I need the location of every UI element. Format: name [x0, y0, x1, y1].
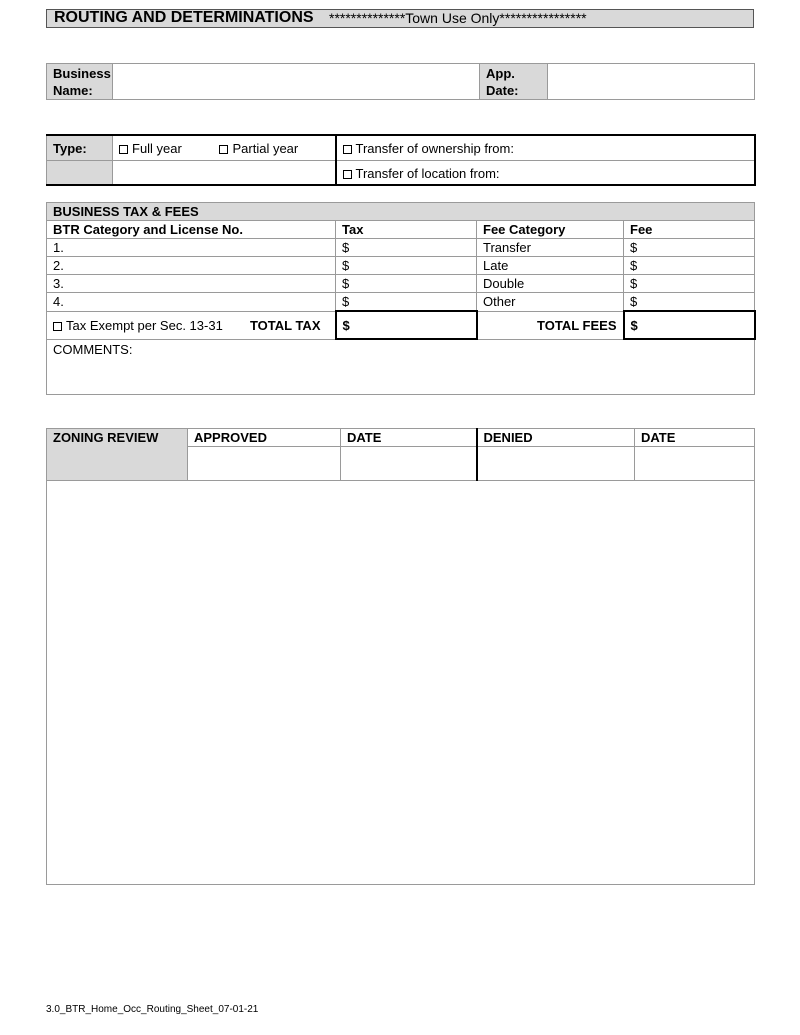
total-fees-label: TOTAL FEES [477, 311, 624, 339]
col-btr-category: BTR Category and License No. [47, 221, 336, 239]
full-year-checkbox[interactable] [119, 145, 128, 154]
col-fee-category: Fee Category [477, 221, 624, 239]
approved-date-field[interactable] [341, 447, 477, 481]
town-use-only-banner: **************Town Use Only**************** [329, 10, 587, 26]
business-tax-fees-table [46, 202, 756, 395]
document-id-footer: 3.0_BTR_Home_Occ_Routing_Sheet_07-01-21 [46, 1004, 259, 1015]
zoning-review-label: ZONING REVIEW [47, 429, 188, 481]
table-row [47, 275, 755, 293]
partial-year-option[interactable]: Partial year [219, 141, 298, 156]
type-blank-cell [47, 160, 113, 185]
business-name-label: Business Name: [47, 64, 113, 100]
row-number[interactable]: 2. [47, 257, 336, 275]
row-fee-category: Transfer [477, 239, 624, 257]
type-label: Type: [47, 135, 113, 160]
col-denied-date: DATE [635, 429, 755, 447]
col-tax: Tax [336, 221, 477, 239]
zoning-notes-field[interactable] [47, 481, 755, 885]
zoning-review-table [46, 428, 755, 885]
row-tax[interactable]: $ [336, 275, 477, 293]
partial-year-checkbox[interactable] [219, 145, 228, 154]
transfer-ownership-checkbox[interactable] [343, 145, 352, 154]
transfer-ownership-option[interactable]: Transfer of ownership from: [336, 135, 755, 160]
tax-exempt-option[interactable]: Tax Exempt per Sec. 13-31 [53, 318, 223, 333]
tax-section-title: BUSINESS TAX & FEES [47, 203, 755, 221]
row-fee[interactable]: $ [624, 293, 755, 312]
row-fee[interactable]: $ [624, 275, 755, 293]
type-options [113, 135, 336, 160]
table-row [47, 257, 755, 275]
row-tax[interactable]: $ [336, 293, 477, 312]
row-tax[interactable]: $ [336, 257, 477, 275]
app-date-label: App. Date: [480, 64, 548, 100]
row-fee-category: Late [477, 257, 624, 275]
type-blank-field [113, 160, 336, 185]
col-fee: Fee [624, 221, 755, 239]
comments-field[interactable] [47, 339, 755, 394]
col-denied: DENIED [477, 429, 635, 447]
comments-label: COMMENTS: [53, 342, 133, 357]
total-fees-field[interactable]: $ [624, 311, 755, 339]
row-number[interactable]: 4. [47, 293, 336, 312]
full-year-option[interactable]: Full year [119, 141, 182, 156]
denied-date-field[interactable] [635, 447, 755, 481]
col-approved-date: DATE [341, 429, 477, 447]
denied-field[interactable] [477, 447, 635, 481]
row-fee[interactable]: $ [624, 257, 755, 275]
row-fee-category: Other [477, 293, 624, 312]
approved-field[interactable] [188, 447, 341, 481]
table-row [47, 293, 755, 312]
table-row [47, 239, 755, 257]
col-approved: APPROVED [188, 429, 341, 447]
business-name-field[interactable] [113, 64, 480, 100]
app-date-field[interactable] [548, 64, 755, 100]
total-tax-field[interactable]: $ [336, 311, 477, 339]
row-number[interactable]: 1. [47, 239, 336, 257]
total-tax-label: TOTAL TAX [249, 317, 321, 333]
row-number[interactable]: 3. [47, 275, 336, 293]
tax-exempt-cell [47, 311, 336, 339]
transfer-location-option[interactable]: Transfer of location from: [336, 160, 755, 185]
tax-exempt-checkbox[interactable] [53, 322, 62, 331]
row-fee[interactable]: $ [624, 239, 755, 257]
form-header [46, 9, 754, 28]
row-tax[interactable]: $ [336, 239, 477, 257]
row-fee-category: Double [477, 275, 624, 293]
transfer-location-checkbox[interactable] [343, 170, 352, 179]
form-title: ROUTING AND DETERMINATIONS [54, 9, 314, 26]
business-info-table [46, 63, 755, 100]
type-table [46, 134, 756, 186]
